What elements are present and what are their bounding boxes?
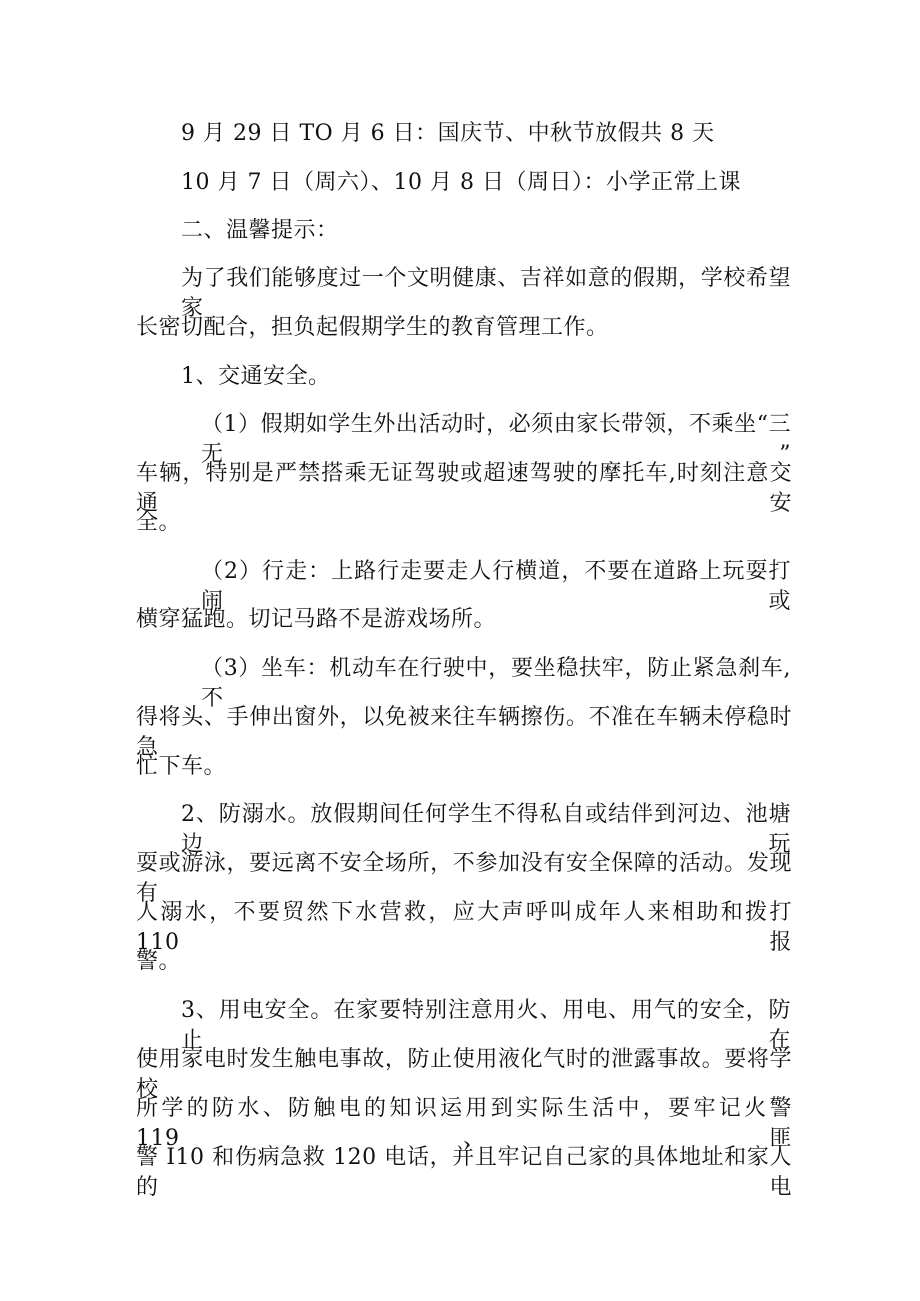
section-heading-tips: 二、温馨提示： xyxy=(181,218,339,243)
traffic-point-3-line-3: 忙下车。 xyxy=(136,754,227,779)
electric-safety-line-3: 所学的防水、防触电的知识运用到实际生活中，要牢记火警 119、匪 xyxy=(136,1096,792,1151)
drowning-line-2: 耍或游泳，要远离不安全场所，不参加没有安全保障的活动。发现有 xyxy=(136,851,792,906)
drowning-line-1: 2、防溺水。放假期间任何学生不得私自或结伴到河边、池塘边玩 xyxy=(181,802,791,857)
traffic-point-1-line-2: 车辆，特别是严禁搭乘无证驾驶或超速驾驶的摩托车,时刻注意交通安 xyxy=(136,461,792,516)
schedule-line-school-days: 10 月 7 日（周六）、10 月 8 日（周日）：小学正常上课 xyxy=(181,170,741,195)
traffic-point-2-line-1: （2）行走：上路行走要走人行横道，不要在道路上玩耍打闹或 xyxy=(201,559,791,614)
drowning-line-4: 警。 xyxy=(136,949,182,974)
item-heading-traffic: 1、交通安全。 xyxy=(181,364,331,389)
traffic-point-1-line-1: （1）假期如学生外出活动时，必须由家长带领，不乘坐“三无” xyxy=(201,412,791,467)
traffic-point-3-line-1: （3）坐车：机动车在行驶中，要坐稳扶牢，防止紧急刹车,不 xyxy=(201,656,791,711)
traffic-point-1-line-3: 全。 xyxy=(136,510,182,535)
paragraph-intro-line-2: 长密切配合，担负起假期学生的教育管理工作。 xyxy=(136,315,609,340)
drowning-line-3: 人溺水，不要贸然下水营救，应大声呼叫成年人来相助和拨打 110 报 xyxy=(136,900,792,955)
schedule-line-holiday: 9 月 29 日 TO 月 6 日：国庆节、中秋节放假共 8 天 xyxy=(181,121,715,146)
electric-safety-line-2: 使用家电时发生触电事故，防止使用液化气时的泄露事故。要将学校 xyxy=(136,1047,792,1102)
traffic-point-3-line-2: 得将头、手伸出窗外，以免被来往车辆擦伤。不准在车辆未停稳时急 xyxy=(136,705,792,760)
traffic-point-2-line-2: 横穿猛跑。切记马路不是游戏场所。 xyxy=(136,607,497,632)
paragraph-intro-line-1: 为了我们能够度过一个文明健康、吉祥如意的假期，学校希望家 xyxy=(181,266,791,321)
electric-safety-line-1: 3、用电安全。在家要特别注意用火、用电、用气的安全，防止在 xyxy=(181,998,791,1053)
electric-safety-line-4: 警 I10 和伤病急救 120 电话，并且牢记自己家的具体地址和家人的电 xyxy=(136,1145,792,1200)
